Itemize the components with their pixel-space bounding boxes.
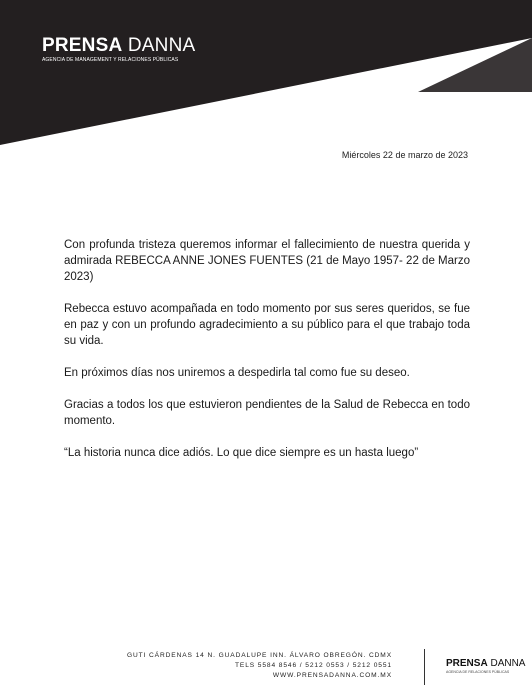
footer-logo-bold: PRENSA: [446, 658, 488, 669]
body-quote: “La historia nunca dice adiós. Lo que dice siempre es un hasta luego”: [64, 447, 419, 459]
footer-phones: TELS 5584 8546 / 5212 0553 / 5212 0551: [234, 662, 392, 669]
header-logo-tagline: AGENCIA DE MANAGEMENT Y RELACIONES PÚBLICAS: [42, 57, 179, 63]
body-paragraph-4: Gracias a todos los que estuvieron pendientes de la Salud de Rebecca en todo momento.: [64, 399, 470, 427]
document-body: [64, 237, 470, 477]
footer-website: WWW.PRENSADANNA.COM.MX: [272, 672, 392, 679]
footer-logo-tagline: AGENCIA DE RELACIONES PÚBLICAS: [446, 670, 510, 674]
header-logo-light: DANNA: [122, 35, 196, 56]
header-band: [0, 0, 532, 145]
footer-divider: [424, 649, 425, 685]
body-paragraph-2: Rebecca estuvo acompañada en todo momento por sus seres queridos, se fue en paz y con un profundo agradecimiento a su público para el que trabajo toda su vida.: [64, 303, 470, 347]
body-paragraph-3: En próximos días nos uniremos a despedirla tal como fue su deseo.: [64, 367, 410, 379]
footer-address-line: GUTI CÁRDENAS 14 N. GUADALUPE INN. ÁLVARO OBREGÓN. CDMX: [126, 652, 392, 659]
footer-contact: [127, 651, 392, 681]
footer-logo-light: DANNA: [487, 658, 526, 669]
header-logo: [42, 36, 195, 56]
header-logo-bold: PRENSA: [42, 35, 123, 56]
footer-logo: [446, 658, 525, 669]
body-paragraph-1: Con profunda tristeza queremos informar el fallecimiento de nuestra querida y admirada REBECCA ANNE JONES FUENTES (21 de Mayo 1957- 22 de Marzo 2023): [64, 239, 470, 283]
document-date: Miércoles 22 de marzo de 2023: [341, 150, 468, 160]
